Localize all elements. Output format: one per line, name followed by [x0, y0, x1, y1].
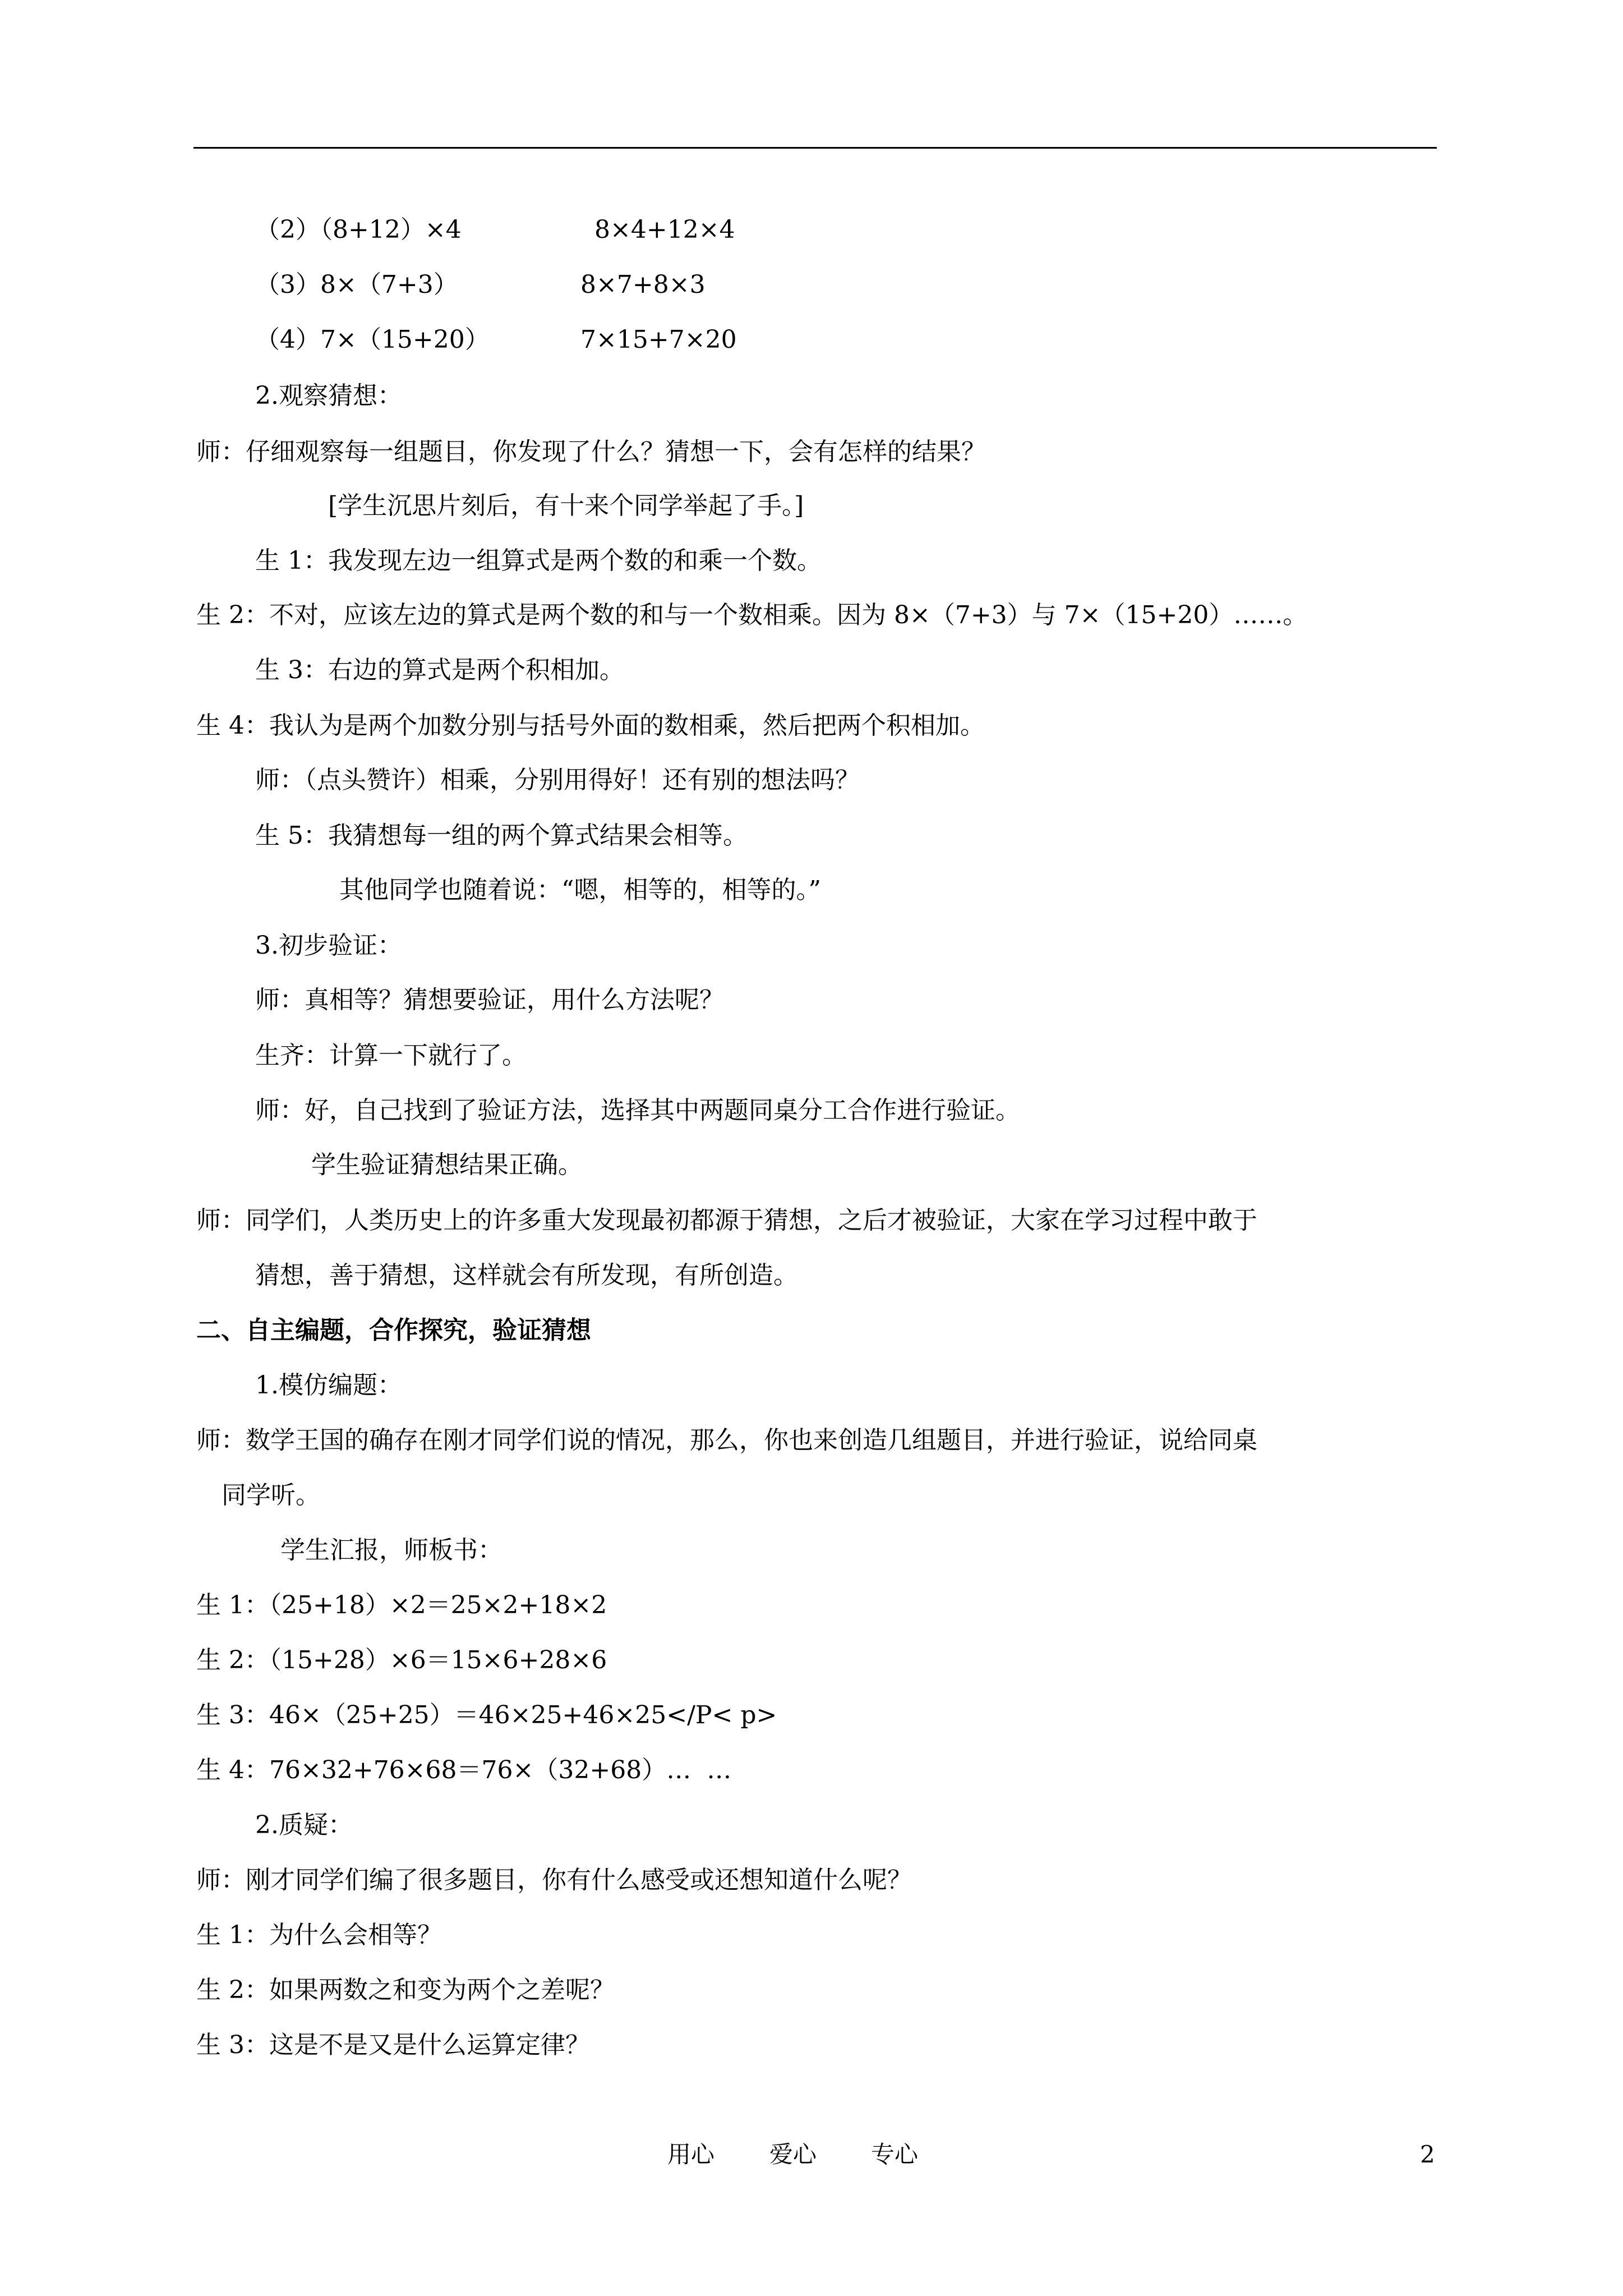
teacher-line-6b: 同学听。 — [222, 1481, 320, 1510]
teacher-line-4: 师：好，自己找到了验证方法，选择其中两题同桌分工合作进行验证。 — [255, 1096, 1020, 1125]
student-line-1: 生 1：我发现左边一组算式是两个数的和乘一个数。 — [255, 546, 822, 575]
exercise-2-right: 8×4+12×4 — [594, 215, 735, 244]
note-2: 其他同学也随着说：“嗯，相等的，相等的。” — [339, 876, 821, 904]
teacher-line-5a: 师：同学们，人类历史上的许多重大发现最初都源于猜想，之后才被验证，大家在学习过程中敢于 — [196, 1206, 1257, 1235]
exercise-3-right: 8×7+8×3 — [580, 270, 706, 299]
exercise-4-left: （4）7×（15+20） — [255, 325, 490, 354]
note-4: 学生汇报，师板书： — [280, 1536, 502, 1565]
teacher-line-6a: 师：数学王国的确存在刚才同学们说的情况，那么，你也来创造几组题目，并进行验证，说给同桌 — [196, 1426, 1257, 1455]
teacher-line-1: 师：仔细观察每一组题目，你发现了什么？猜想一下，会有怎样的结果？ — [196, 438, 986, 466]
teacher-line-2: 师：（点头赞许）相乘，分别用得好！还有别的想法吗？ — [255, 766, 860, 794]
section-observe: 2.观察猜想： — [255, 381, 402, 410]
note-1: [学生沉思片刻后，有十来个同学举起了手。] — [328, 491, 804, 520]
teacher-line-3: 师：真相等？猜想要验证，用什么方法呢？ — [255, 986, 724, 1014]
section-question: 2.质疑： — [255, 1811, 353, 1839]
section-imitate: 1.模仿编题： — [255, 1371, 402, 1400]
footer-word-1: 用心 — [667, 2141, 715, 2168]
footer-word-2: 爱心 — [769, 2141, 817, 2168]
equation-4: 生 4：76×32+76×68＝76×（32+68）… … — [196, 1756, 732, 1784]
question-2: 生 2：如果两数之和变为两个之差呢？ — [196, 1976, 615, 2004]
teacher-line-7: 师：刚才同学们编了很多题目，你有什么感受或还想知道什么呢？ — [196, 1866, 912, 1894]
student-line-5: 生 5：我猜想每一组的两个算式结果会相等。 — [255, 821, 748, 850]
question-3: 生 3：这是不是又是什么运算定律？ — [196, 2031, 590, 2059]
section-verify: 3.初步验证： — [255, 931, 402, 960]
teacher-line-5b: 猜想，善于猜想，这样就会有所发现，有所创造。 — [255, 1261, 798, 1290]
question-1: 生 1：为什么会相等？ — [196, 1921, 442, 1949]
footer-word-3: 专心 — [871, 2141, 919, 2168]
page-number: 2 — [1420, 2141, 1435, 2168]
exercise-2-left: （2）（8+12）×4 — [255, 215, 462, 244]
section-part-2-heading: 二、自主编题，合作探究，验证猜想 — [196, 1316, 591, 1345]
header-rule — [193, 147, 1437, 149]
student-line-4: 生 4：我认为是两个加数分别与括号外面的数相乘，然后把两个积相加。 — [196, 711, 985, 740]
equation-2: 生 2：（15+28）×6＝15×6+28×6 — [196, 1646, 607, 1674]
note-3: 学生验证猜想结果正确。 — [311, 1151, 583, 1179]
exercise-4-right: 7×15+7×20 — [580, 325, 737, 354]
student-line-3: 生 3：右边的算式是两个积相加。 — [255, 656, 624, 684]
exercise-3-left: （3）8×（7+3） — [255, 270, 458, 299]
student-line-2: 生 2：不对，应该左边的算式是两个数的和与一个数相乘。因为 8×（7+3）与 7×（15+20）……。 — [196, 601, 1308, 629]
equation-3: 生 3：46×（25+25）＝46×25+46×25</P< p> — [196, 1701, 777, 1729]
student-line-6: 生齐：计算一下就行了。 — [255, 1041, 527, 1070]
equation-1: 生 1：（25+18）×2＝25×2+18×2 — [196, 1591, 607, 1619]
